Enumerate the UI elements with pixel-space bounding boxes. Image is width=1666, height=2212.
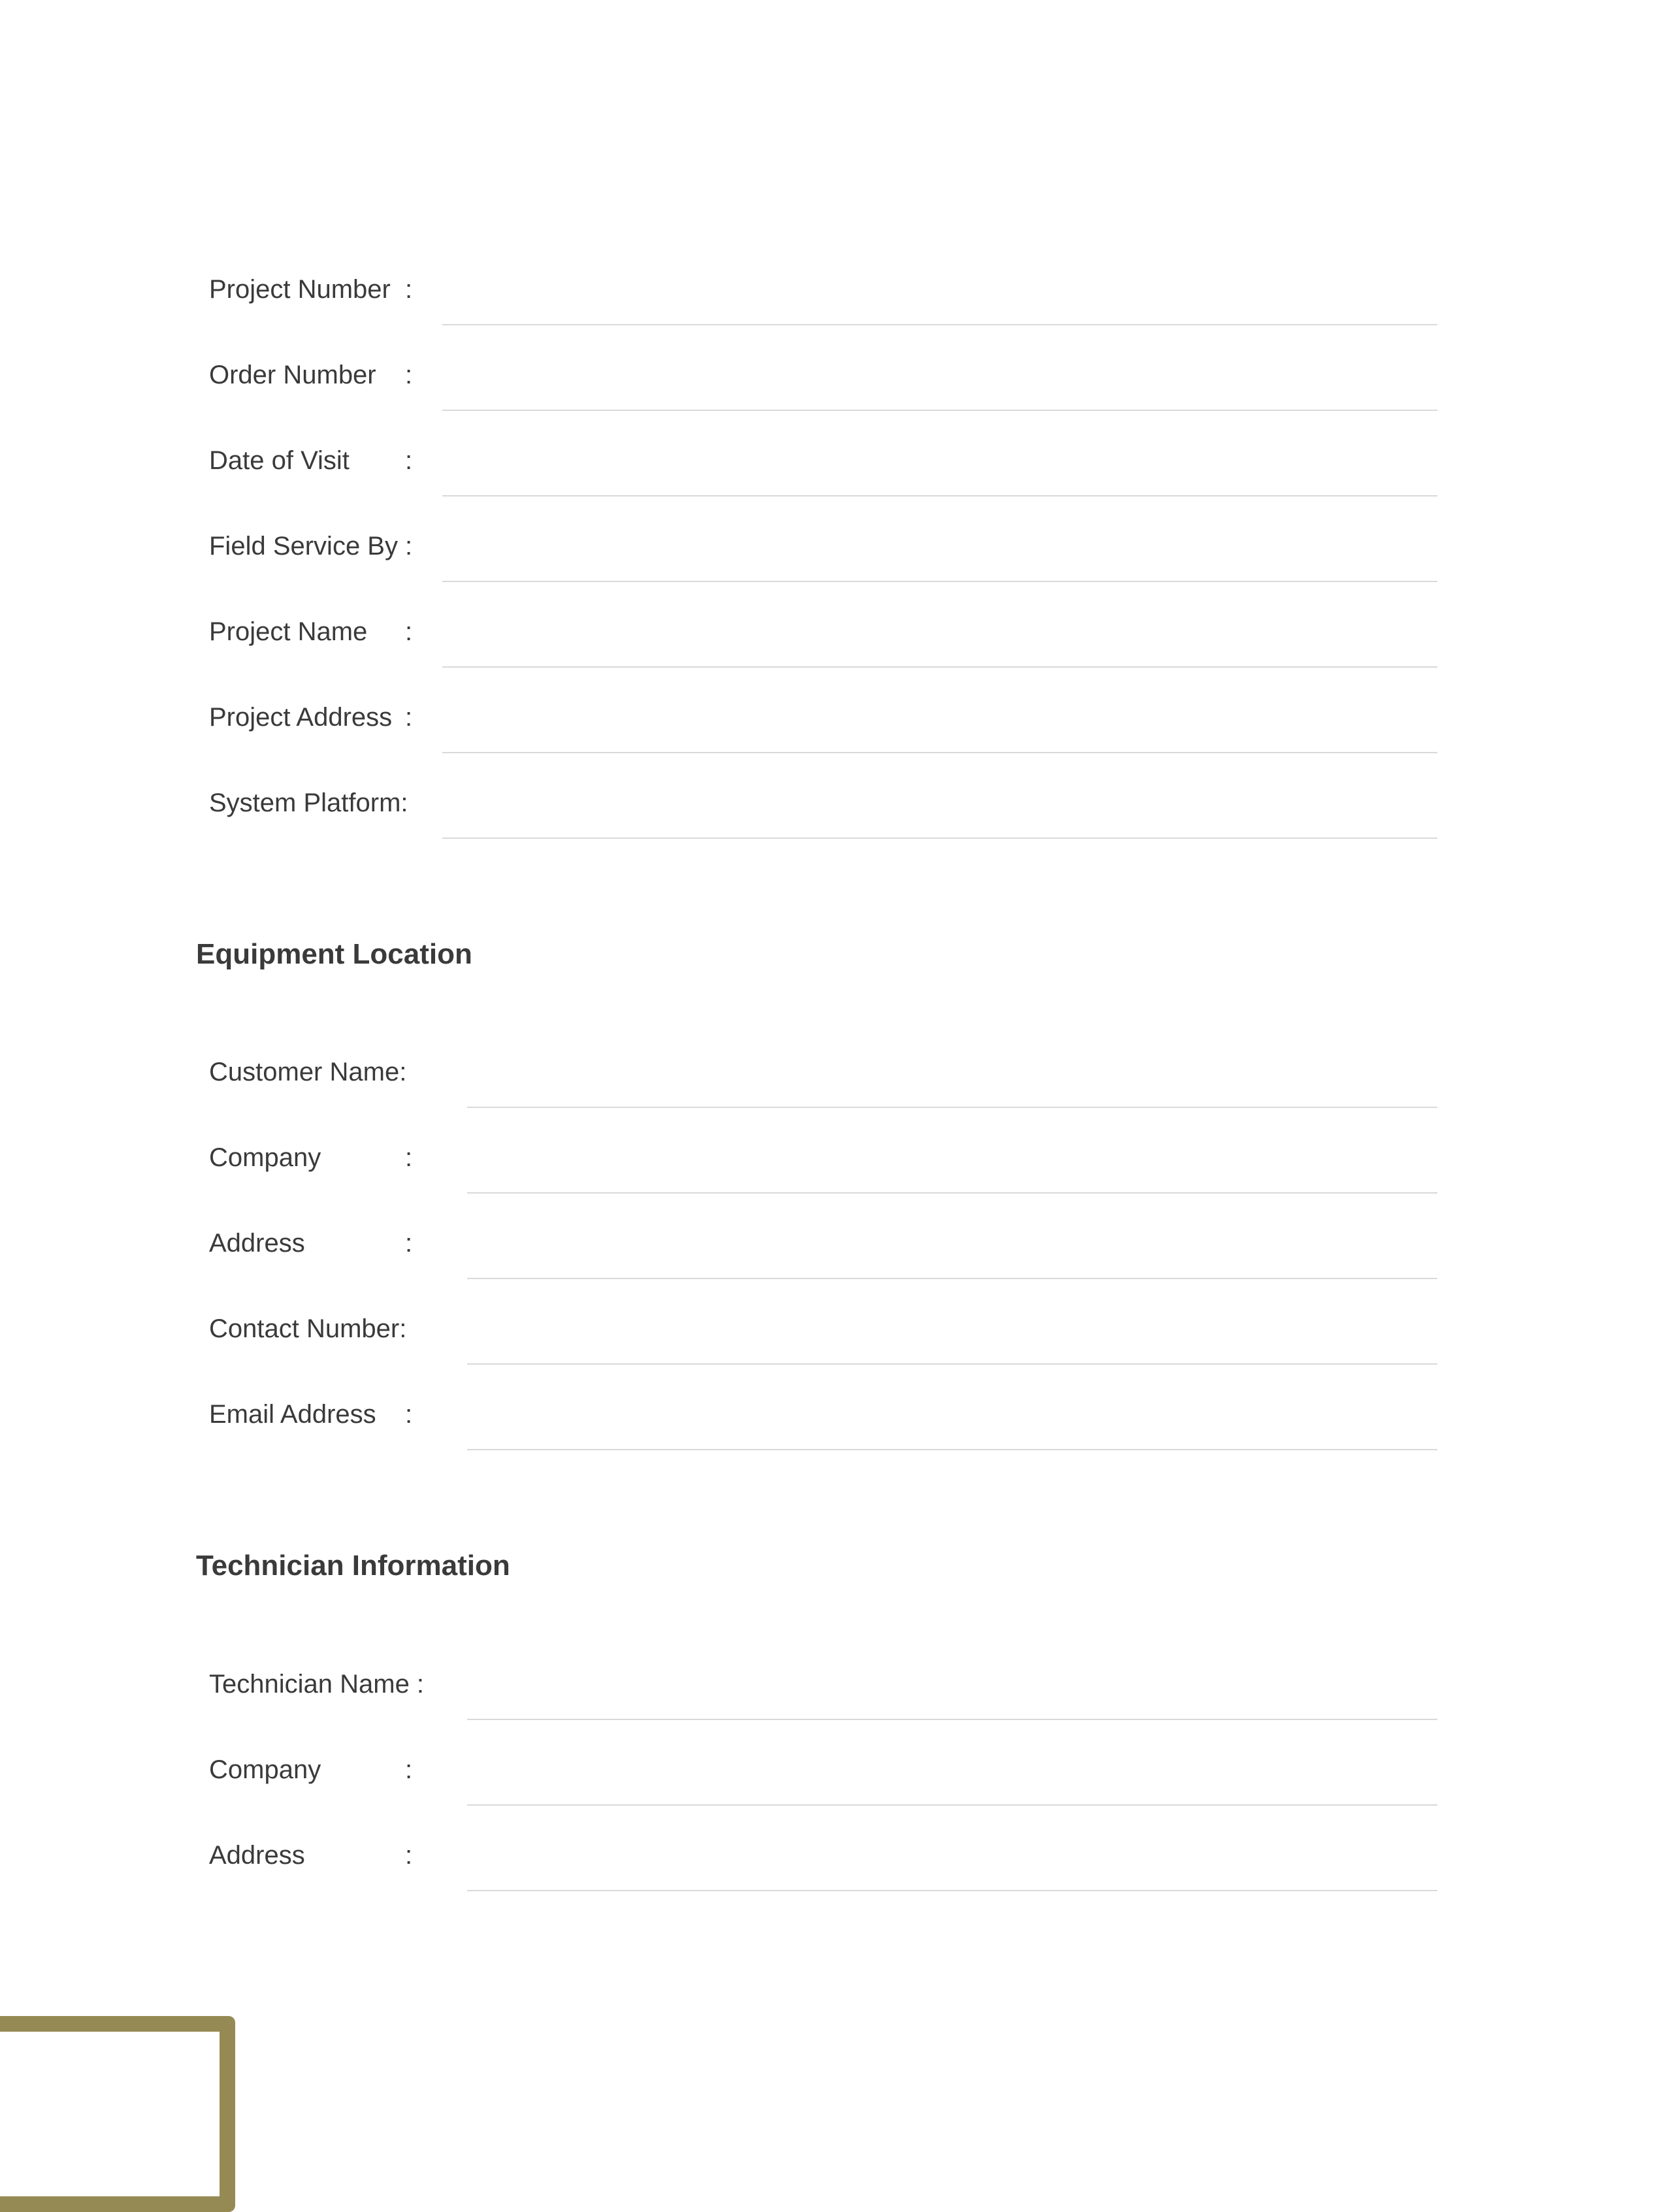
customer-name-input-line[interactable] <box>467 1107 1437 1108</box>
field-label: Project Number <box>209 275 391 304</box>
equipment-location-heading: Equipment Location <box>196 938 472 970</box>
project-name-row <box>209 615 1437 661</box>
field-label: Date of Visit <box>209 446 350 475</box>
field-colon: : <box>405 361 413 389</box>
field-label: Field Service By <box>209 532 398 561</box>
field-label: Customer Name: <box>209 1058 407 1086</box>
field-label: Address <box>209 1229 305 1258</box>
email-address-row <box>209 1398 1437 1444</box>
technician-company-row <box>209 1753 1437 1799</box>
contact-number-row <box>209 1312 1437 1358</box>
field-service-by-input-line[interactable] <box>442 581 1437 582</box>
technician-company-input-line[interactable] <box>467 1804 1437 1806</box>
field-colon: : <box>405 1400 413 1429</box>
project-number-row <box>209 273 1437 319</box>
field-label: Project Address <box>209 703 393 732</box>
field-colon: : <box>405 1755 413 1784</box>
field-label: Project Name <box>209 617 368 646</box>
decorative-corner-frame <box>0 2016 235 2212</box>
technician-address-input-line[interactable] <box>467 1890 1437 1891</box>
field-colon: : <box>405 703 413 732</box>
field-label: Company <box>209 1143 321 1172</box>
project-name-input-line[interactable] <box>442 666 1437 668</box>
field-label: Order Number <box>209 361 376 389</box>
company-input-line[interactable] <box>467 1192 1437 1194</box>
system-platform-input-line[interactable] <box>442 838 1437 839</box>
system-platform-row <box>209 787 1437 832</box>
contact-number-input-line[interactable] <box>467 1363 1437 1365</box>
technician-address-row <box>209 1839 1437 1885</box>
technician-information-heading: Technician Information <box>196 1550 510 1582</box>
field-colon: : <box>405 275 413 304</box>
customer-name-row <box>209 1056 1437 1101</box>
field-label: System Platform: <box>209 789 408 817</box>
technician-name-row <box>209 1668 1437 1714</box>
order-number-input-line[interactable] <box>442 410 1437 411</box>
field-label: Contact Number: <box>209 1314 407 1343</box>
company-row <box>209 1141 1437 1187</box>
field-label: Technician Name : <box>209 1670 425 1699</box>
field-label: Company <box>209 1755 321 1784</box>
project-address-row <box>209 701 1437 747</box>
field-colon: : <box>405 532 413 561</box>
field-colon: : <box>405 1841 413 1870</box>
field-service-by-row <box>209 530 1437 576</box>
field-label: Email Address <box>209 1400 376 1429</box>
date-of-visit-row <box>209 444 1437 490</box>
field-colon: : <box>405 1229 413 1258</box>
project-number-input-line[interactable] <box>442 324 1437 325</box>
order-number-row <box>209 359 1437 404</box>
field-colon: : <box>405 617 413 646</box>
project-address-input-line[interactable] <box>442 752 1437 753</box>
field-colon: : <box>405 446 413 475</box>
date-of-visit-input-line[interactable] <box>442 495 1437 496</box>
email-address-input-line[interactable] <box>467 1449 1437 1450</box>
address-row <box>209 1227 1437 1273</box>
address-input-line[interactable] <box>467 1278 1437 1279</box>
field-colon: : <box>405 1143 413 1172</box>
field-label: Address <box>209 1841 305 1870</box>
technician-name-input-line[interactable] <box>467 1719 1437 1720</box>
